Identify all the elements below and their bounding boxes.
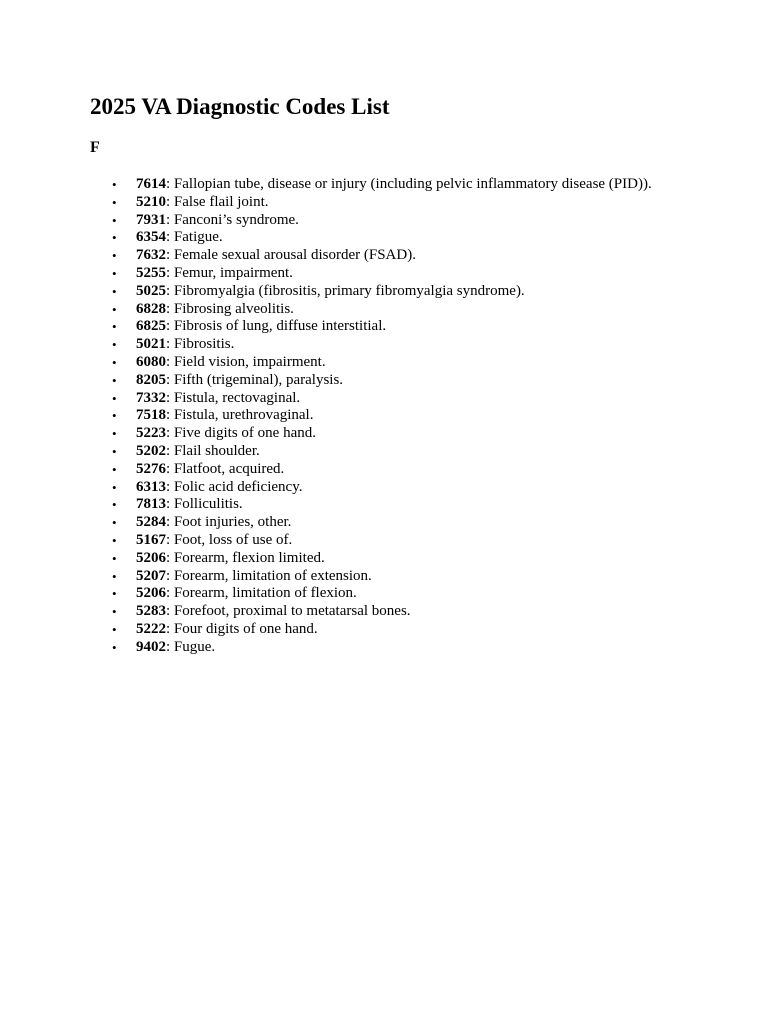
- bullet-icon: •: [112, 479, 117, 495]
- code-separator: :: [166, 531, 174, 548]
- diagnostic-code: 9402: [136, 638, 166, 655]
- section-heading-letter: F: [90, 139, 100, 156]
- code-separator: :: [166, 514, 174, 531]
- diagnostic-code: 5206: [136, 585, 166, 602]
- diagnostic-code: 7332: [136, 389, 166, 406]
- code-separator: :: [166, 264, 174, 281]
- list-item: [0, 496, 652, 514]
- list-item: [0, 390, 652, 408]
- diagnostic-code: 5167: [136, 531, 166, 548]
- list-item: [0, 301, 652, 319]
- code-separator: :: [166, 407, 174, 424]
- condition-description: Fistula, rectovaginal.: [173, 389, 301, 406]
- bullet-icon: •: [112, 515, 117, 531]
- bullet-icon: •: [112, 337, 117, 353]
- condition-description: Female sexual arousal disorder (FSAD).: [173, 247, 416, 264]
- bullet-icon: •: [112, 212, 117, 228]
- bullet-icon: •: [112, 390, 117, 406]
- code-separator: :: [166, 336, 174, 353]
- condition-description: Foot, loss of use of.: [173, 531, 293, 548]
- bullet-icon: •: [112, 248, 117, 264]
- condition-description: Fibrosing alveolitis.: [173, 300, 294, 317]
- bullet-icon: •: [112, 408, 117, 424]
- code-separator: :: [166, 193, 174, 210]
- diagnostic-code: 7813: [136, 496, 166, 513]
- bullet-icon: •: [112, 283, 117, 299]
- list-item: [0, 532, 652, 550]
- diagnostic-code: 5222: [136, 620, 166, 637]
- code-separator: :: [166, 425, 174, 442]
- code-separator: :: [166, 567, 174, 584]
- code-separator: :: [166, 478, 174, 495]
- condition-description: Foot injuries, other.: [173, 514, 292, 531]
- code-separator: :: [166, 371, 174, 388]
- condition-description: Forearm, flexion limited.: [173, 549, 325, 566]
- condition-description: Forefoot, proximal to metatarsal bones.: [173, 603, 411, 620]
- diagnostic-code: 8205: [136, 371, 166, 388]
- diagnostic-code: 5206: [136, 549, 166, 566]
- diagnostic-code: 6313: [136, 478, 166, 495]
- condition-description: Fistula, urethrovaginal.: [173, 407, 314, 424]
- list-item: [0, 247, 652, 265]
- bullet-icon: •: [112, 319, 117, 335]
- list-item: [0, 621, 652, 639]
- diagnostic-code: 5283: [136, 603, 166, 620]
- bullet-icon: •: [112, 443, 117, 459]
- code-separator: :: [166, 460, 174, 477]
- condition-description: Folic acid deficiency.: [173, 478, 303, 495]
- condition-description: Forearm, limitation of flexion.: [173, 585, 357, 602]
- condition-description: Fatigue.: [173, 229, 223, 246]
- condition-description: Fallopian tube, disease or injury (including pelvic inflammatory disease (PID)).: [173, 176, 652, 192]
- bullet-icon: •: [112, 497, 117, 513]
- code-separator: :: [166, 620, 174, 637]
- code-separator: :: [166, 389, 174, 406]
- page-title: 2025 VA Diagnostic Codes List: [90, 94, 390, 119]
- list-item: [0, 425, 652, 443]
- code-separator: :: [166, 247, 174, 264]
- condition-description: Forearm, limitation of extension.: [173, 567, 372, 584]
- code-separator: :: [166, 318, 174, 335]
- list-item: [0, 336, 652, 354]
- list-item: [0, 265, 652, 283]
- bullet-icon: •: [112, 301, 117, 317]
- list-item: [0, 443, 652, 461]
- list-item: [0, 212, 652, 230]
- condition-description: False flail joint.: [173, 193, 269, 210]
- bullet-icon: •: [112, 372, 117, 388]
- bullet-icon: •: [112, 265, 117, 281]
- list-item: [0, 318, 652, 336]
- bullet-icon: •: [112, 532, 117, 548]
- list-item: [0, 194, 652, 212]
- bullet-icon: •: [112, 568, 117, 584]
- code-separator: :: [166, 549, 174, 566]
- diagnostic-code: 6825: [136, 318, 166, 335]
- code-separator: :: [166, 176, 174, 192]
- list-item: [0, 639, 652, 657]
- diagnostic-code: 6080: [136, 353, 166, 370]
- list-item: [0, 550, 652, 568]
- diagnostic-code: 6354: [136, 229, 166, 246]
- condition-description: Fifth (trigeminal), paralysis.: [173, 371, 344, 388]
- diagnostic-code: 5202: [136, 442, 166, 459]
- diagnostic-code: 5276: [136, 460, 166, 477]
- diagnostic-code: 7518: [136, 407, 166, 424]
- list-item: [0, 479, 652, 497]
- condition-description: Fibrositis.: [173, 336, 235, 353]
- list-item: [0, 568, 652, 586]
- list-item: [0, 514, 652, 532]
- diagnostic-code: 5025: [136, 282, 166, 299]
- condition-description: Fibrosis of lung, diffuse interstitial.: [173, 318, 387, 335]
- code-separator: :: [166, 496, 174, 513]
- diagnostic-code: 5207: [136, 567, 166, 584]
- condition-description: Fanconi’s syndrome.: [173, 211, 299, 228]
- list-item: [0, 461, 652, 479]
- bullet-icon: •: [112, 621, 117, 637]
- diagnostic-code: 5223: [136, 425, 166, 442]
- condition-description: Fugue.: [173, 638, 216, 655]
- condition-description: Four digits of one hand.: [173, 620, 318, 637]
- diagnostic-code: 5021: [136, 336, 166, 353]
- diagnostic-code-list: [0, 176, 652, 657]
- code-separator: :: [166, 353, 174, 370]
- condition-description: Five digits of one hand.: [173, 425, 316, 442]
- bullet-icon: •: [112, 426, 117, 442]
- list-item: [0, 407, 652, 425]
- list-item: [0, 354, 652, 372]
- bullet-icon: •: [112, 550, 117, 566]
- list-item: [0, 372, 652, 390]
- bullet-icon: •: [112, 639, 117, 655]
- condition-description: Femur, impairment.: [173, 264, 293, 281]
- diagnostic-code: 7632: [136, 247, 166, 264]
- condition-description: Flatfoot, acquired.: [173, 460, 285, 477]
- bullet-icon: •: [112, 586, 117, 602]
- diagnostic-code: 5210: [136, 193, 166, 210]
- bullet-icon: •: [112, 177, 117, 192]
- diagnostic-code: 5284: [136, 514, 166, 531]
- bullet-icon: •: [112, 354, 117, 370]
- list-item: [0, 283, 652, 301]
- list-item: [0, 229, 652, 247]
- condition-description: Flail shoulder.: [173, 442, 260, 459]
- diagnostic-code: 5255: [136, 264, 166, 281]
- condition-description: Folliculitis.: [173, 496, 243, 513]
- code-separator: :: [166, 300, 174, 317]
- code-separator: :: [166, 282, 174, 299]
- condition-description: Field vision, impairment.: [173, 353, 326, 370]
- list-item: [0, 603, 652, 621]
- bullet-icon: •: [112, 461, 117, 477]
- bullet-icon: •: [112, 194, 117, 210]
- list-item: [0, 176, 652, 194]
- code-separator: :: [166, 585, 174, 602]
- code-separator: :: [166, 603, 174, 620]
- diagnostic-code: 7614: [136, 176, 166, 192]
- code-separator: :: [166, 229, 174, 246]
- diagnostic-code: 6828: [136, 300, 166, 317]
- code-separator: :: [166, 211, 174, 228]
- diagnostic-code: 7931: [136, 211, 166, 228]
- bullet-icon: •: [112, 230, 117, 246]
- code-separator: :: [166, 442, 174, 459]
- condition-description: Fibromyalgia (fibrositis, primary fibromyalgia syndrome).: [173, 282, 525, 299]
- code-separator: :: [166, 638, 174, 655]
- bullet-icon: •: [112, 604, 117, 620]
- list-item: [0, 585, 652, 603]
